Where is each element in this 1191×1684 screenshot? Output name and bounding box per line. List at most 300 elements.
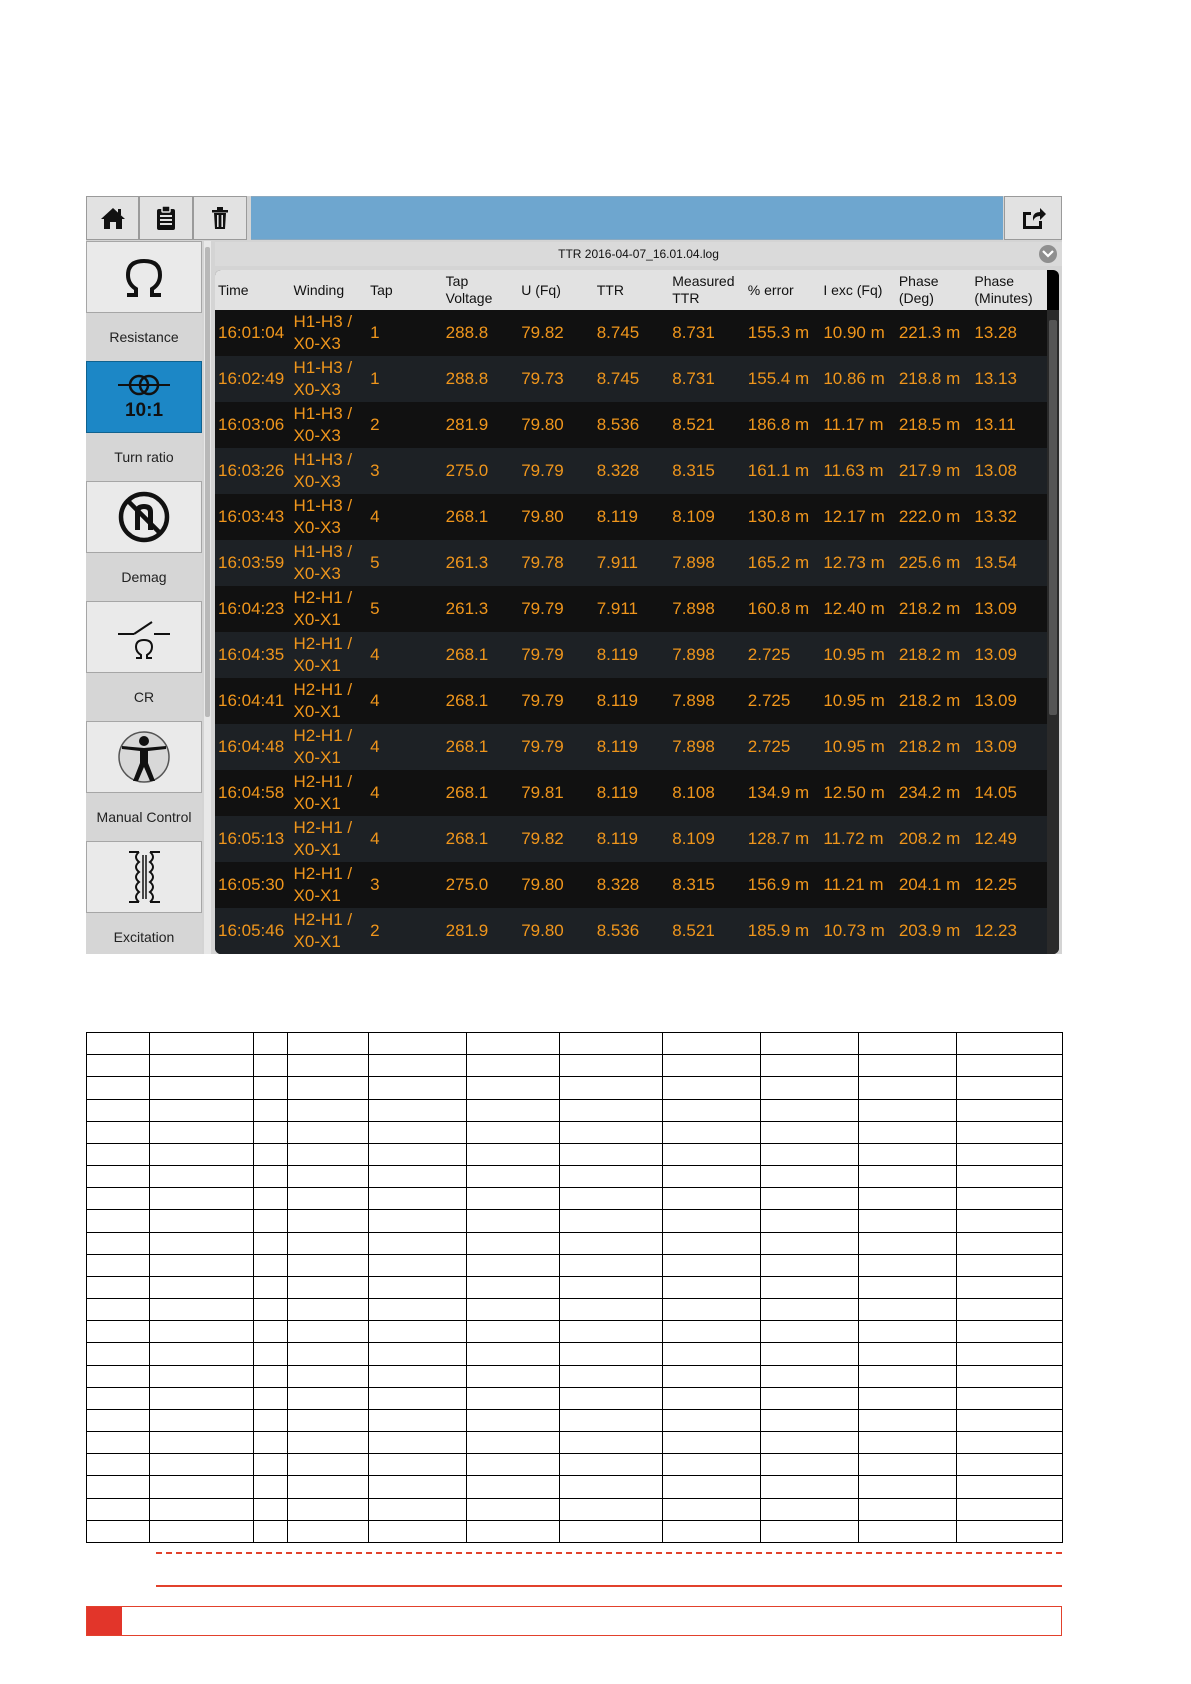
delete-button[interactable] <box>193 196 247 240</box>
blank-grid-cell[interactable] <box>957 1033 1063 1055</box>
blank-grid-cell[interactable] <box>87 1387 150 1409</box>
clipboard-button[interactable] <box>139 196 193 240</box>
blank-grid-cell[interactable] <box>761 1520 859 1542</box>
log-dropdown-button[interactable] <box>1039 245 1057 263</box>
blank-grid-cell[interactable] <box>957 1454 1063 1476</box>
blank-grid-cell[interactable] <box>288 1121 369 1143</box>
blank-grid-cell[interactable] <box>150 1365 254 1387</box>
blank-grid-cell[interactable] <box>761 1498 859 1520</box>
blank-grid-cell[interactable] <box>87 1365 150 1387</box>
blank-grid-cell[interactable] <box>254 1055 288 1077</box>
blank-grid-cell[interactable] <box>288 1166 369 1188</box>
blank-grid-cell[interactable] <box>957 1343 1063 1365</box>
blank-grid-cell[interactable] <box>254 1387 288 1409</box>
blank-grid-cell[interactable] <box>560 1210 663 1232</box>
blank-grid-cell[interactable] <box>467 1343 560 1365</box>
blank-grid-cell[interactable] <box>560 1055 663 1077</box>
blank-grid-cell[interactable] <box>859 1476 957 1498</box>
blank-grid-cell[interactable] <box>859 1055 957 1077</box>
blank-grid-cell[interactable] <box>87 1498 150 1520</box>
blank-grid-cell[interactable] <box>663 1254 761 1276</box>
blank-grid-cell[interactable] <box>150 1232 254 1254</box>
blank-grid-cell[interactable] <box>369 1454 467 1476</box>
blank-grid-cell[interactable] <box>150 1077 254 1099</box>
blank-grid-cell[interactable] <box>87 1299 150 1321</box>
blank-grid-cell[interactable] <box>957 1077 1063 1099</box>
blank-grid-cell[interactable] <box>467 1454 560 1476</box>
blank-grid-cell[interactable] <box>663 1232 761 1254</box>
blank-grid-cell[interactable] <box>369 1409 467 1431</box>
table-row[interactable] <box>215 402 1047 448</box>
blank-grid-cell[interactable] <box>560 1343 663 1365</box>
blank-grid-cell[interactable] <box>761 1143 859 1165</box>
blank-grid-cell[interactable] <box>560 1476 663 1498</box>
sidebar-label-manual-control[interactable]: Manual Control <box>86 793 202 841</box>
blank-grid-cell[interactable] <box>87 1476 150 1498</box>
blank-grid-cell[interactable] <box>663 1166 761 1188</box>
blank-grid-cell[interactable] <box>87 1188 150 1210</box>
blank-grid-cell[interactable] <box>560 1454 663 1476</box>
blank-grid-cell[interactable] <box>957 1276 1063 1298</box>
blank-grid-cell[interactable] <box>150 1498 254 1520</box>
table-row[interactable] <box>215 816 1047 862</box>
blank-grid-cell[interactable] <box>859 1321 957 1343</box>
sidebar-label-demag[interactable]: Demag <box>86 553 202 601</box>
blank-grid-cell[interactable] <box>87 1121 150 1143</box>
blank-grid-cell[interactable] <box>560 1409 663 1431</box>
blank-grid-cell[interactable] <box>87 1210 150 1232</box>
blank-grid-cell[interactable] <box>369 1121 467 1143</box>
blank-grid-cell[interactable] <box>254 1299 288 1321</box>
blank-grid-cell[interactable] <box>467 1055 560 1077</box>
blank-grid-cell[interactable] <box>859 1188 957 1210</box>
blank-grid-cell[interactable] <box>761 1099 859 1121</box>
blank-grid-cell[interactable] <box>254 1432 288 1454</box>
blank-grid-cell[interactable] <box>663 1520 761 1542</box>
blank-grid-cell[interactable] <box>560 1077 663 1099</box>
blank-grid-cell[interactable] <box>467 1432 560 1454</box>
blank-grid-cell[interactable] <box>254 1343 288 1365</box>
blank-grid-cell[interactable] <box>87 1099 150 1121</box>
table-row[interactable] <box>215 356 1047 402</box>
blank-grid-cell[interactable] <box>957 1476 1063 1498</box>
blank-grid-cell[interactable] <box>254 1188 288 1210</box>
blank-grid-cell[interactable] <box>288 1520 369 1542</box>
column-header-winding[interactable]: Winding <box>291 270 368 310</box>
blank-grid-cell[interactable] <box>663 1321 761 1343</box>
blank-grid-cell[interactable] <box>761 1077 859 1099</box>
blank-grid-cell[interactable] <box>859 1254 957 1276</box>
blank-grid-cell[interactable] <box>761 1299 859 1321</box>
sidebar-item-manual-control[interactable] <box>86 721 202 793</box>
blank-grid-cell[interactable] <box>254 1476 288 1498</box>
blank-grid-cell[interactable] <box>369 1476 467 1498</box>
blank-grid-cell[interactable] <box>254 1321 288 1343</box>
table-row[interactable] <box>215 908 1047 954</box>
table-row[interactable] <box>215 724 1047 770</box>
blank-grid-cell[interactable] <box>957 1232 1063 1254</box>
blank-grid-cell[interactable] <box>150 1033 254 1055</box>
blank-grid-cell[interactable] <box>150 1055 254 1077</box>
blank-grid-cell[interactable] <box>859 1454 957 1476</box>
sidebar-item-turn-ratio[interactable] <box>86 361 202 433</box>
column-header-tap[interactable]: Tap <box>367 270 443 310</box>
blank-grid-cell[interactable] <box>761 1188 859 1210</box>
blank-grid-cell[interactable] <box>663 1033 761 1055</box>
blank-grid-cell[interactable] <box>87 1343 150 1365</box>
blank-grid-cell[interactable] <box>150 1210 254 1232</box>
blank-grid-cell[interactable] <box>150 1099 254 1121</box>
blank-grid-cell[interactable] <box>254 1232 288 1254</box>
blank-grid-cell[interactable] <box>369 1166 467 1188</box>
blank-grid-cell[interactable] <box>761 1476 859 1498</box>
blank-grid-cell[interactable] <box>369 1387 467 1409</box>
blank-grid-cell[interactable] <box>560 1321 663 1343</box>
blank-grid-cell[interactable] <box>467 1365 560 1387</box>
blank-grid-cell[interactable] <box>288 1143 369 1165</box>
blank-grid-cell[interactable] <box>859 1387 957 1409</box>
blank-grid-cell[interactable] <box>663 1409 761 1431</box>
sidebar-scroll-thumb[interactable] <box>205 247 210 717</box>
blank-grid-cell[interactable] <box>663 1299 761 1321</box>
blank-grid-cell[interactable] <box>467 1498 560 1520</box>
blank-grid-cell[interactable] <box>150 1432 254 1454</box>
blank-grid-cell[interactable] <box>150 1121 254 1143</box>
blank-grid-cell[interactable] <box>761 1033 859 1055</box>
blank-grid-cell[interactable] <box>663 1498 761 1520</box>
blank-grid-cell[interactable] <box>150 1299 254 1321</box>
blank-grid-cell[interactable] <box>288 1498 369 1520</box>
blank-grid-cell[interactable] <box>560 1232 663 1254</box>
blank-grid-cell[interactable] <box>859 1166 957 1188</box>
blank-grid-cell[interactable] <box>288 1476 369 1498</box>
blank-grid-cell[interactable] <box>663 1343 761 1365</box>
table-row[interactable] <box>215 540 1047 586</box>
blank-grid-cell[interactable] <box>369 1432 467 1454</box>
blank-grid-cell[interactable] <box>150 1276 254 1298</box>
blank-grid-cell[interactable] <box>957 1409 1063 1431</box>
blank-grid-cell[interactable] <box>87 1254 150 1276</box>
blank-grid-cell[interactable] <box>859 1121 957 1143</box>
sidebar-item-demag[interactable] <box>86 481 202 553</box>
blank-grid-cell[interactable] <box>150 1143 254 1165</box>
blank-grid-cell[interactable] <box>957 1166 1063 1188</box>
blank-grid-cell[interactable] <box>87 1143 150 1165</box>
blank-grid-cell[interactable] <box>663 1454 761 1476</box>
blank-grid-cell[interactable] <box>254 1099 288 1121</box>
blank-grid-cell[interactable] <box>663 1365 761 1387</box>
sidebar-item-cr[interactable] <box>86 601 202 673</box>
blank-grid-cell[interactable] <box>560 1520 663 1542</box>
blank-grid-cell[interactable] <box>150 1520 254 1542</box>
blank-grid-cell[interactable] <box>467 1409 560 1431</box>
blank-grid-cell[interactable] <box>467 1276 560 1298</box>
blank-grid-cell[interactable] <box>560 1276 663 1298</box>
blank-grid-cell[interactable] <box>663 1387 761 1409</box>
blank-grid-cell[interactable] <box>560 1033 663 1055</box>
blank-grid-cell[interactable] <box>288 1432 369 1454</box>
blank-grid-cell[interactable] <box>663 1476 761 1498</box>
table-row[interactable] <box>215 586 1047 632</box>
blank-grid-cell[interactable] <box>560 1365 663 1387</box>
table-row[interactable] <box>215 448 1047 494</box>
blank-grid-cell[interactable] <box>150 1166 254 1188</box>
table-row[interactable] <box>215 494 1047 540</box>
blank-grid-cell[interactable] <box>467 1476 560 1498</box>
table-row[interactable] <box>215 310 1047 356</box>
blank-grid-cell[interactable] <box>288 1254 369 1276</box>
blank-grid-cell[interactable] <box>663 1188 761 1210</box>
blank-grid-cell[interactable] <box>761 1121 859 1143</box>
column-header-tap-voltage[interactable]: Tap Voltage <box>443 270 519 310</box>
blank-grid-cell[interactable] <box>467 1188 560 1210</box>
blank-grid-cell[interactable] <box>761 1276 859 1298</box>
blank-grid-cell[interactable] <box>663 1432 761 1454</box>
column-header-i-exc-fq[interactable]: I exc (Fq) <box>820 270 896 310</box>
blank-grid-cell[interactable] <box>957 1520 1063 1542</box>
blank-grid-cell[interactable] <box>560 1432 663 1454</box>
blank-grid-cell[interactable] <box>288 1077 369 1099</box>
column-header-measured-ttr[interactable]: Measured TTR <box>669 270 745 310</box>
blank-grid-cell[interactable] <box>859 1409 957 1431</box>
blank-grid-cell[interactable] <box>288 1321 369 1343</box>
blank-grid-cell[interactable] <box>288 1188 369 1210</box>
blank-grid-cell[interactable] <box>467 1321 560 1343</box>
blank-grid-cell[interactable] <box>957 1299 1063 1321</box>
blank-grid-cell[interactable] <box>560 1498 663 1520</box>
blank-grid-cell[interactable] <box>467 1520 560 1542</box>
blank-grid-cell[interactable] <box>957 1321 1063 1343</box>
table-row[interactable] <box>215 678 1047 724</box>
blank-grid-cell[interactable] <box>288 1033 369 1055</box>
blank-grid-cell[interactable] <box>957 1254 1063 1276</box>
blank-grid-cell[interactable] <box>254 1166 288 1188</box>
blank-grid-cell[interactable] <box>467 1299 560 1321</box>
column-header-u-fq[interactable]: U (Fq) <box>518 270 594 310</box>
blank-grid-cell[interactable] <box>254 1276 288 1298</box>
blank-grid-cell[interactable] <box>369 1321 467 1343</box>
blank-grid-cell[interactable] <box>560 1099 663 1121</box>
blank-grid-cell[interactable] <box>859 1520 957 1542</box>
blank-grid-cell[interactable] <box>254 1254 288 1276</box>
blank-grid-cell[interactable] <box>663 1121 761 1143</box>
blank-grid-cell[interactable] <box>288 1409 369 1431</box>
blank-grid-cell[interactable] <box>560 1254 663 1276</box>
blank-grid-cell[interactable] <box>467 1232 560 1254</box>
blank-grid-cell[interactable] <box>369 1099 467 1121</box>
blank-grid-cell[interactable] <box>859 1033 957 1055</box>
blank-grid-cell[interactable] <box>369 1232 467 1254</box>
blank-grid-cell[interactable] <box>150 1454 254 1476</box>
blank-grid-cell[interactable] <box>467 1077 560 1099</box>
blank-grid-cell[interactable] <box>560 1166 663 1188</box>
blank-grid-cell[interactable] <box>369 1143 467 1165</box>
blank-grid-cell[interactable] <box>467 1033 560 1055</box>
blank-grid-cell[interactable] <box>761 1409 859 1431</box>
blank-grid-cell[interactable] <box>467 1387 560 1409</box>
column-header-time[interactable]: Time <box>215 270 291 310</box>
blank-grid-cell[interactable] <box>288 1387 369 1409</box>
blank-grid-cell[interactable] <box>254 1077 288 1099</box>
blank-grid-cell[interactable] <box>254 1365 288 1387</box>
blank-grid-cell[interactable] <box>254 1520 288 1542</box>
blank-grid-cell[interactable] <box>663 1276 761 1298</box>
blank-grid-cell[interactable] <box>859 1143 957 1165</box>
blank-grid-cell[interactable] <box>761 1454 859 1476</box>
blank-grid-cell[interactable] <box>957 1143 1063 1165</box>
blank-grid-cell[interactable] <box>369 1498 467 1520</box>
blank-grid-cell[interactable] <box>288 1055 369 1077</box>
blank-grid-cell[interactable] <box>761 1343 859 1365</box>
blank-grid-cell[interactable] <box>761 1321 859 1343</box>
blank-grid-cell[interactable] <box>87 1033 150 1055</box>
blank-grid-cell[interactable] <box>467 1143 560 1165</box>
blank-grid-cell[interactable] <box>150 1476 254 1498</box>
blank-grid-cell[interactable] <box>254 1143 288 1165</box>
blank-grid-cell[interactable] <box>150 1343 254 1365</box>
blank-grid-cell[interactable] <box>150 1409 254 1431</box>
blank-grid-cell[interactable] <box>254 1210 288 1232</box>
blank-grid-cell[interactable] <box>150 1254 254 1276</box>
blank-grid-cell[interactable] <box>859 1432 957 1454</box>
sidebar-label-excitation[interactable]: Excitation <box>86 913 202 954</box>
blank-grid-cell[interactable] <box>761 1166 859 1188</box>
blank-grid-cell[interactable] <box>560 1143 663 1165</box>
blank-grid-cell[interactable] <box>859 1099 957 1121</box>
blank-grid-cell[interactable] <box>761 1210 859 1232</box>
blank-grid-cell[interactable] <box>288 1365 369 1387</box>
export-button[interactable] <box>1004 196 1062 240</box>
blank-grid-cell[interactable] <box>150 1321 254 1343</box>
blank-grid-cell[interactable] <box>957 1055 1063 1077</box>
blank-grid-cell[interactable] <box>957 1432 1063 1454</box>
blank-grid-cell[interactable] <box>560 1387 663 1409</box>
blank-grid-cell[interactable] <box>369 1276 467 1298</box>
blank-grid-cell[interactable] <box>859 1365 957 1387</box>
blank-grid-cell[interactable] <box>859 1498 957 1520</box>
blank-grid-cell[interactable] <box>288 1343 369 1365</box>
blank-grid-cell[interactable] <box>467 1121 560 1143</box>
blank-grid-cell[interactable] <box>369 1188 467 1210</box>
blank-grid-cell[interactable] <box>859 1077 957 1099</box>
blank-grid-cell[interactable] <box>957 1099 1063 1121</box>
blank-grid-cell[interactable] <box>663 1099 761 1121</box>
blank-grid-cell[interactable] <box>254 1454 288 1476</box>
sidebar-label-turn-ratio[interactable]: Turn ratio <box>86 433 202 481</box>
blank-grid-cell[interactable] <box>87 1077 150 1099</box>
blank-grid-cell[interactable] <box>87 1321 150 1343</box>
blank-grid-cell[interactable] <box>288 1454 369 1476</box>
blank-grid-cell[interactable] <box>560 1188 663 1210</box>
blank-grid-cell[interactable] <box>87 1055 150 1077</box>
blank-grid-cell[interactable] <box>957 1365 1063 1387</box>
blank-grid-cell[interactable] <box>150 1188 254 1210</box>
blank-grid-cell[interactable] <box>761 1055 859 1077</box>
blank-grid-cell[interactable] <box>467 1210 560 1232</box>
blank-grid-cell[interactable] <box>369 1254 467 1276</box>
blank-grid-cell[interactable] <box>957 1121 1063 1143</box>
column-header-ttr[interactable]: TTR <box>594 270 670 310</box>
blank-grid-cell[interactable] <box>761 1432 859 1454</box>
column-header-percent-error[interactable]: % error <box>745 270 821 310</box>
blank-grid-cell[interactable] <box>288 1299 369 1321</box>
sidebar-item-excitation[interactable] <box>86 841 202 913</box>
blank-grid-cell[interactable] <box>663 1210 761 1232</box>
home-button[interactable] <box>86 196 139 240</box>
blank-grid-cell[interactable] <box>369 1343 467 1365</box>
blank-grid-cell[interactable] <box>467 1254 560 1276</box>
blank-grid-cell[interactable] <box>761 1387 859 1409</box>
blank-grid-cell[interactable] <box>150 1387 254 1409</box>
blank-grid-cell[interactable] <box>87 1166 150 1188</box>
blank-grid-cell[interactable] <box>467 1166 560 1188</box>
blank-grid-cell[interactable] <box>288 1276 369 1298</box>
blank-grid-cell[interactable] <box>369 1520 467 1542</box>
blank-grid-cell[interactable] <box>859 1299 957 1321</box>
blank-grid-cell[interactable] <box>859 1232 957 1254</box>
blank-grid-cell[interactable] <box>288 1232 369 1254</box>
blank-grid-cell[interactable] <box>560 1299 663 1321</box>
blank-grid-cell[interactable] <box>663 1143 761 1165</box>
blank-grid-cell[interactable] <box>369 1055 467 1077</box>
table-row[interactable] <box>215 632 1047 678</box>
blank-grid-cell[interactable] <box>254 1033 288 1055</box>
blank-grid-cell[interactable] <box>957 1210 1063 1232</box>
blank-grid-cell[interactable] <box>369 1033 467 1055</box>
column-header-phase-deg[interactable]: Phase (Deg) <box>896 270 972 310</box>
log-scroll-thumb[interactable] <box>1049 320 1057 715</box>
blank-grid-cell[interactable] <box>761 1232 859 1254</box>
blank-grid-cell[interactable] <box>288 1210 369 1232</box>
blank-grid-cell[interactable] <box>87 1232 150 1254</box>
sidebar-item-resistance[interactable] <box>86 241 202 313</box>
column-header-phase-minutes[interactable]: Phase (Minutes) <box>971 270 1047 310</box>
blank-grid-cell[interactable] <box>859 1343 957 1365</box>
blank-grid-cell[interactable] <box>369 1299 467 1321</box>
blank-grid-cell[interactable] <box>87 1520 150 1542</box>
blank-grid-cell[interactable] <box>369 1365 467 1387</box>
blank-grid-cell[interactable] <box>957 1188 1063 1210</box>
table-row[interactable] <box>215 862 1047 908</box>
blank-grid-cell[interactable] <box>467 1099 560 1121</box>
blank-grid-cell[interactable] <box>957 1498 1063 1520</box>
blank-grid-cell[interactable] <box>254 1498 288 1520</box>
sidebar-label-cr[interactable]: CR <box>86 673 202 721</box>
blank-grid-cell[interactable] <box>288 1099 369 1121</box>
blank-grid-cell[interactable] <box>663 1055 761 1077</box>
sidebar-scrollbar[interactable] <box>204 241 211 954</box>
blank-grid-cell[interactable] <box>859 1276 957 1298</box>
blank-grid-cell[interactable] <box>369 1077 467 1099</box>
sidebar-label-resistance[interactable]: Resistance <box>86 313 202 361</box>
blank-grid-cell[interactable] <box>254 1121 288 1143</box>
blank-grid-cell[interactable] <box>957 1387 1063 1409</box>
log-scrollbar[interactable] <box>1047 310 1059 954</box>
blank-grid-cell[interactable] <box>663 1077 761 1099</box>
cell-time: 16:01:04 <box>215 310 291 356</box>
blank-grid-cell[interactable] <box>761 1365 859 1387</box>
blank-grid-cell[interactable] <box>369 1210 467 1232</box>
blank-grid-cell[interactable] <box>87 1409 150 1431</box>
blank-grid-cell[interactable] <box>761 1254 859 1276</box>
blank-grid-cell[interactable] <box>87 1454 150 1476</box>
blank-grid-cell[interactable] <box>87 1432 150 1454</box>
blank-grid-cell[interactable] <box>254 1409 288 1431</box>
blank-grid-cell[interactable] <box>560 1121 663 1143</box>
table-row[interactable] <box>215 770 1047 816</box>
blank-grid-cell[interactable] <box>859 1210 957 1232</box>
blank-grid-cell[interactable] <box>87 1276 150 1298</box>
